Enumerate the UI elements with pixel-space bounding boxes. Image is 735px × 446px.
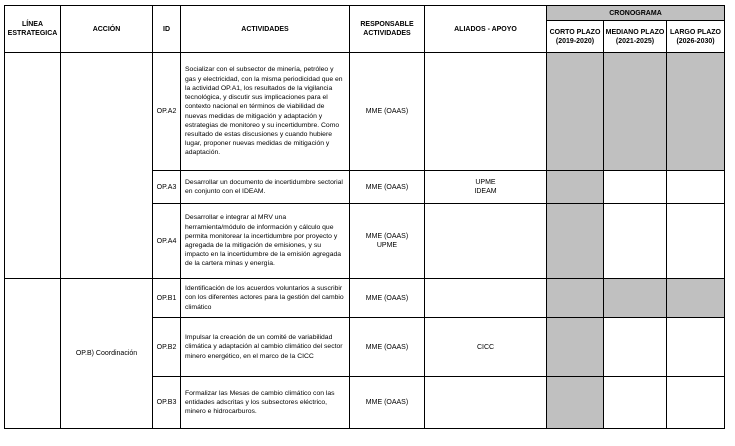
cronograma-mediano-cell xyxy=(604,279,667,318)
row-id: OP.A3 xyxy=(153,171,181,204)
header-corto-plazo: CORTO PLAZO (2019-2020) xyxy=(547,21,604,53)
cronograma-corto-cell xyxy=(547,204,604,279)
cronograma-largo-cell xyxy=(667,377,725,429)
header-actividades: ACTIVIDADES xyxy=(181,6,350,53)
cronograma-corto-cell xyxy=(547,279,604,318)
row-activity: Impulsar la creación de un comité de variabilidad climática y adaptación al cambio climático del sector minero energético, en el marco de la CICC xyxy=(181,318,350,377)
row-aliados: CICC xyxy=(425,318,547,377)
cronograma-largo-cell xyxy=(667,279,725,318)
cronograma-largo-cell xyxy=(667,318,725,377)
cronograma-mediano-cell xyxy=(604,53,667,171)
header-responsable: RESPONSABLE ACTIVIDADES xyxy=(350,6,425,53)
row-id: OP.A4 xyxy=(153,204,181,279)
linea-estrategica-cell xyxy=(5,279,61,429)
row-aliados xyxy=(425,53,547,171)
cronograma-corto-cell xyxy=(547,377,604,429)
row-responsable: MME (OAAS) xyxy=(350,171,425,204)
row-activity: Identificación de los acuerdos voluntarios a suscribir con los diferentes actores para la gestión del cambio climático xyxy=(181,279,350,318)
table-wrapper xyxy=(4,5,725,429)
responsable-secondary: UPME xyxy=(376,242,398,249)
header-id: ID xyxy=(153,6,181,53)
row-activity: Desarrollar un documento de incertidumbre sectorial en conjunto con el IDEAM. xyxy=(181,171,350,204)
row-activity: Formalizar las Mesas de cambio climático con las entidades adscritas y los subsectores eléctrico, minero e hidrocarburos. xyxy=(181,377,350,429)
cronograma-corto-cell xyxy=(547,53,604,171)
row-id: OP.B1 xyxy=(153,279,181,318)
row-id: OP.A2 xyxy=(153,53,181,171)
responsable-primary: MME (OAAS) xyxy=(365,233,409,240)
cronograma-largo-cell xyxy=(667,204,725,279)
table-row xyxy=(5,279,725,318)
row-activity: Socializar con el subsector de minería, petróleo y gas y electricidad, con la misma periodicidad que en la actividad OP.A1, los resultados de la vigilancia tecnológica, y discutir sus implicaciones para el contexto nacional en términos de viabilidad de nuevas medidas de mitigación y adaptación y estrategias de monitoreo y su incertidumbre. Como resultado de estas discusiones y cuando hubiere lugar, proponer nuevas medidas de mitigación y adaptación. xyxy=(181,53,350,171)
row-activity: Desarrollar e integrar al MRV una herramienta/módulo de información y cálculo que permita monitorear la incertidumbre por proyecto y agregada de la mitigación de emisiones, y su impacto en la incertidumbre de la emisión agregada de la cartera minas y energía. xyxy=(181,204,350,279)
row-aliados xyxy=(425,171,547,204)
row-aliados xyxy=(425,204,547,279)
cronograma-largo-cell xyxy=(667,171,725,204)
aliado-upme: UPME xyxy=(475,179,496,186)
header-mediano-plazo: MEDIANO PLAZO (2021-2025) xyxy=(604,21,667,53)
linea-estrategica-cell xyxy=(5,53,61,279)
action-plan-table xyxy=(4,5,725,429)
cronograma-largo-cell xyxy=(667,53,725,171)
row-responsable: MME (OAAS) xyxy=(350,318,425,377)
header-linea-estrategica: LÍNEA ESTRATEGICA xyxy=(5,6,61,53)
row-aliados xyxy=(425,279,547,318)
header-cronograma: CRONOGRAMA xyxy=(547,6,725,21)
row-id: OP.B2 xyxy=(153,318,181,377)
cronograma-corto-cell xyxy=(547,171,604,204)
header-aliados: ALIADOS - APOYO xyxy=(425,6,547,53)
row-responsable: MME (OAAS) xyxy=(350,279,425,318)
cronograma-mediano-cell xyxy=(604,377,667,429)
header-largo-plazo: LARGO PLAZO (2026-2030) xyxy=(667,21,725,53)
row-responsable: MME (OAAS) xyxy=(350,377,425,429)
table-row xyxy=(5,53,725,171)
accion-group-label: OP.B) Coordinación xyxy=(61,279,153,429)
row-aliados xyxy=(425,377,547,429)
header-accion: ACCIÓN xyxy=(61,6,153,53)
row-responsable: MME (OAAS) xyxy=(350,53,425,171)
cronograma-mediano-cell xyxy=(604,204,667,279)
cronograma-mediano-cell xyxy=(604,171,667,204)
row-id: OP.B3 xyxy=(153,377,181,429)
cronograma-mediano-cell xyxy=(604,318,667,377)
cronograma-corto-cell xyxy=(547,318,604,377)
accion-cell xyxy=(61,53,153,279)
row-responsable xyxy=(350,204,425,279)
aliado-ideam: IDEAM xyxy=(474,188,497,195)
